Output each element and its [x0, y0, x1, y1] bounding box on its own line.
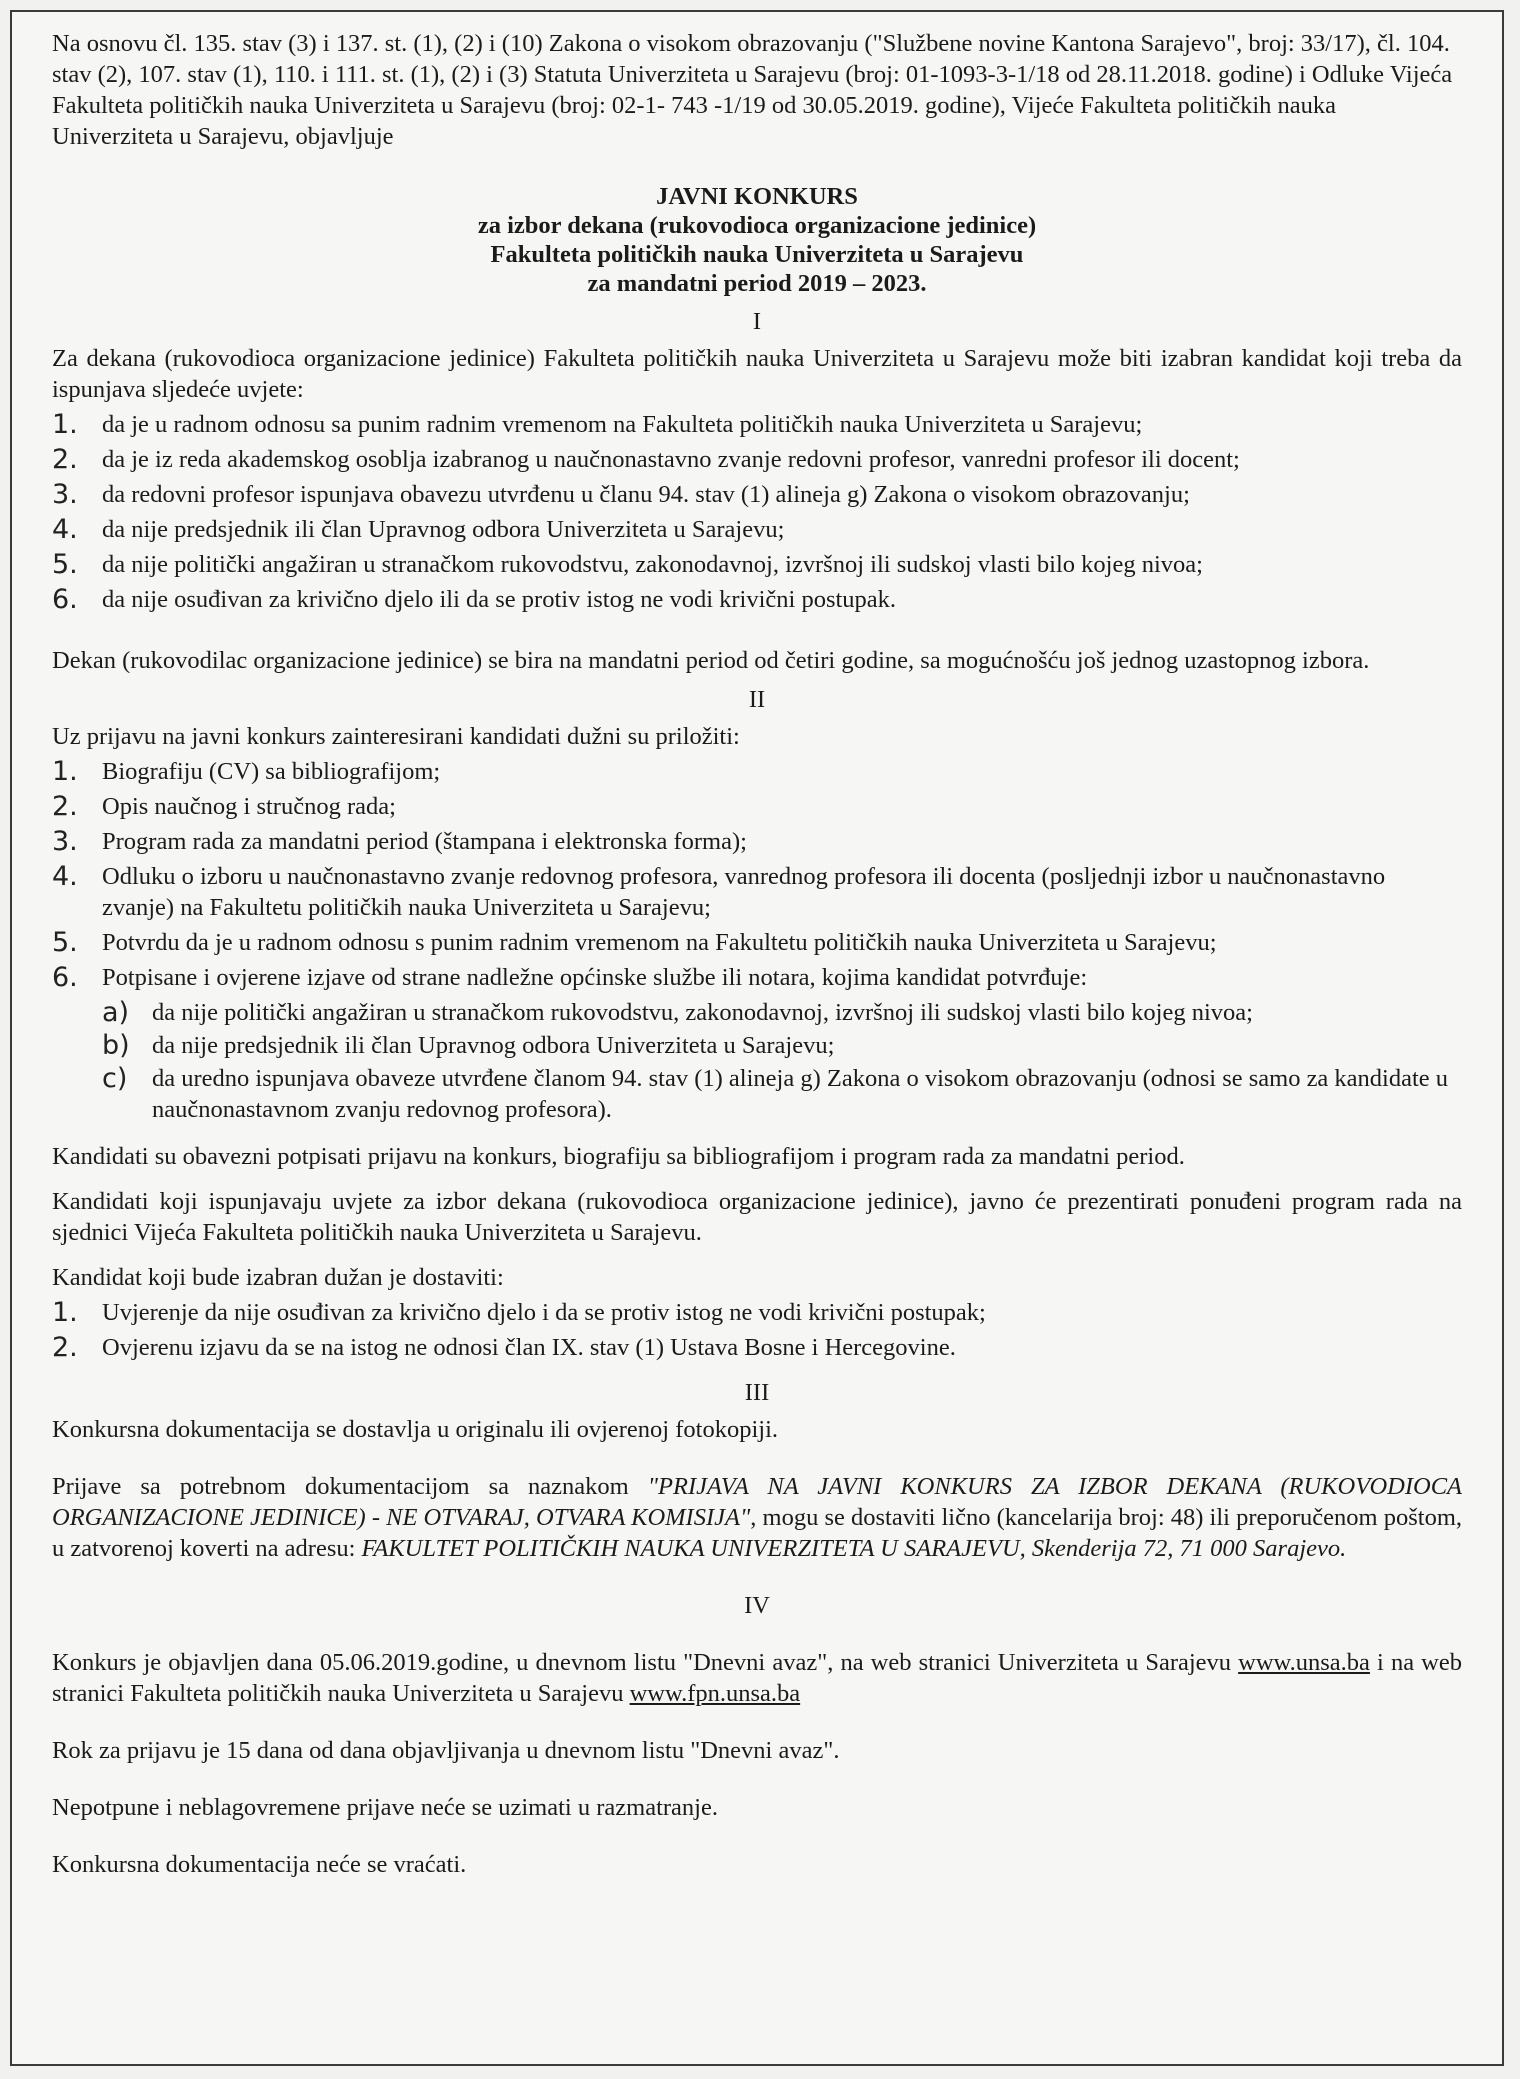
section-i-heading: I	[752, 308, 762, 335]
spacer	[52, 1248, 1462, 1262]
spacer	[52, 1766, 1462, 1792]
sublist-letter: b)	[102, 1030, 130, 1061]
attachments-list	[52, 756, 1462, 993]
list-number: 4.	[52, 861, 78, 892]
section-iv-para-1	[52, 1647, 1462, 1709]
list-item	[52, 514, 1462, 545]
list-text: da redovni profesor ispunjava obavezu utvrđenu u članu 94. stav (1) alineja g) Zakona o visokom obrazovanju;	[102, 481, 1190, 508]
list-text: Potpisane i ovjerene izjave od strane nadležne općinske službe ili notara, kojima kandidat potvrđuje:	[102, 964, 1088, 991]
list-number: 3.	[52, 479, 78, 510]
list-text: da je iz reda akademskog osoblja izabranog u naučnonastavno zvanje redovni profesor, vanredni profesor ili docent;	[102, 446, 1240, 473]
list-item	[52, 1332, 1462, 1363]
list-number: 1.	[52, 409, 78, 440]
list-number: 4.	[52, 514, 78, 545]
section-iv-heading: IV	[744, 1592, 770, 1619]
title-line-4: za mandatni period 2019 – 2023.	[587, 270, 927, 297]
para-text: Konkurs je objavljen dana 05.06.2019.godine, u dnevnom listu "Dnevni avaz", na web stranici Univerziteta u Sarajevu	[52, 1649, 1239, 1676]
section-ii-lead: Uz prijavu na javni konkurs zainteresirani kandidati dužni su priložiti:	[52, 723, 740, 750]
section-ii-para-3: Kandidat koji bude izabran dužan je dostaviti:	[52, 1264, 504, 1291]
sublist-text: da nije predsjednik ili član Upravnog odbora Univerziteta u Sarajevu;	[152, 1032, 835, 1059]
document-content	[52, 28, 1462, 1880]
list-text: da nije osuđivan za krivično djelo ili da se protiv istog ne vodi krivični postupak.	[102, 586, 897, 613]
conditions-list	[52, 409, 1462, 615]
fpn-link[interactable]: www.fpn.unsa.ba	[629, 1680, 801, 1707]
spacer	[52, 1709, 1462, 1735]
title-line-3: Fakulteta političkih nauka Univerziteta u Sarajevu	[490, 241, 1024, 268]
list-number: 1.	[52, 1297, 78, 1328]
section-iv-para-3: Nepotpune i neblagovremene prijave neće se uzimati u razmatranje.	[52, 1794, 718, 1821]
section-i-closing: Dekan (rukovodilac organizacione jedinice) se bira na mandatni period od četiri godine, sa mogućnošću još jednog uzastopnog izbora.	[52, 647, 1370, 674]
section-ii-para-2: Kandidati koji ispunjavaju uvjete za izbor dekana (rukovodioca organizacione jedinice), javno će prezentirati ponuđeni program rada na sjednici Vijeća Fakulteta političkih nauka Univerziteta u Sarajevu.	[52, 1188, 1462, 1246]
title-line-2: za izbor dekana (rukovodioca organizacione jedinice)	[477, 212, 1037, 239]
list-text: Biografiju (CV) sa bibliografijom;	[102, 758, 441, 785]
list-text: Program rada za mandatni period (štampana i elektronska forma);	[102, 828, 747, 855]
list-item	[52, 584, 1462, 615]
list-text: Uvjerenje da nije osuđivan za krivično djelo i da se protiv istog ne vodi krivični postupak;	[102, 1299, 986, 1326]
spacer	[52, 1823, 1462, 1849]
document-page	[10, 10, 1504, 2066]
sublist-letter: a)	[102, 997, 130, 1028]
list-number: 2.	[52, 791, 78, 822]
list-item	[52, 826, 1462, 857]
selected-candidate-list	[52, 1297, 1462, 1363]
list-number: 5.	[52, 549, 78, 580]
sublist-item	[52, 1030, 1462, 1061]
sublist-item	[52, 997, 1462, 1028]
list-item	[52, 861, 1462, 923]
list-item	[52, 479, 1462, 510]
list-text: da nije predsjednik ili član Upravnog odbora Univerziteta u Sarajevu;	[102, 516, 785, 543]
list-text: da je u radnom odnosu sa punim radnim vremenom na Fakulteta političkih nauka Univerziteta u Sarajevu;	[102, 411, 1143, 438]
list-text: da nije politički angažiran u stranačkom rukovodstvu, zakonodavnoj, izvršnoj ili sudskoj vlasti bilo kojeg nivoa;	[102, 551, 1203, 578]
spacer	[52, 1127, 1462, 1141]
list-item	[52, 927, 1462, 958]
list-text: Potvrdu da je u radnom odnosu s punim radnim vremenom na Fakultetu političkih nauka Univerziteta u Sarajevu;	[102, 929, 1217, 956]
list-number: 3.	[52, 826, 78, 857]
section-ii-heading: II	[748, 686, 766, 713]
list-number: 1.	[52, 756, 78, 787]
list-text: Opis naučnog i stručnog rada;	[102, 793, 396, 820]
spacer	[52, 619, 1462, 645]
list-number: 6.	[52, 584, 78, 615]
section-iii-para-2	[52, 1471, 1462, 1564]
sublist-item	[52, 1063, 1462, 1125]
list-number: 2.	[52, 444, 78, 475]
list-text: Odluku o izboru u naučnonastavno zvanje redovnog profesora, vanrednog profesora ili docenta (posljednji izbor u naučnonastavno zvanje) na Fakultetu političkih nauka Univerziteta u Sarajevu;	[102, 863, 1386, 921]
intro-paragraph: Na osnovu čl. 135. stav (3) i 137. st. (1), (2) i (10) Zakona o visokom obrazovanju ("Službene novine Kantona Sarajevo", broj: 33/17), čl. 104. stav (2), 107. stav (1), 110. i 111. st. (1), (2) i (3) Statuta Univerziteta u Sarajevu (broj: 01-1093-3-1/18 od 28.11.2018. godine) i Odluke Vijeća Fakulteta političkih nauka Univerziteta u Sarajevu (broj: 02-1- 743 -1/19 od 30.05.2019. godine), Vijeće Fakulteta političkih nauka Univerziteta u Sarajevu, objavljuje	[52, 30, 1453, 150]
section-ii-para-1: Kandidati su obavezni potpisati prijavu na konkurs, biografiju sa bibliografijom i program rada za mandatni period.	[52, 1143, 1185, 1170]
sublist-text: da nije politički angažiran u stranačkom rukovodstvu, zakonodavnoj, izvršnoj ili sudskoj vlasti bilo kojeg nivoa;	[152, 999, 1253, 1026]
sublist-letter: c)	[102, 1063, 128, 1094]
para-text: Prijave sa potrebnom dokumentacijom sa naznakom	[52, 1473, 648, 1500]
section-iii-heading: III	[744, 1379, 770, 1406]
list-item	[52, 791, 1462, 822]
section-i-lead: Za dekana (rukovodioca organizacione jedinice) Fakulteta političkih nauka Univerziteta u Sarajevu može biti izabran kandidat koji treba da ispunjava sljedeće uvjete:	[52, 345, 1462, 403]
section-iii-para-1: Konkursna dokumentacija se dostavlja u originalu ili ovjerenoj fotokopiji.	[52, 1416, 779, 1443]
list-item	[52, 444, 1462, 475]
document-title	[52, 182, 1462, 298]
envelope-marking: "PRIJAVA NA JAVNI KONKURS ZA IZBOR DEKANA (RUKOVODIOCA ORGANIZACIONE JEDINICE) - NE OTVARAJ, OTVARA KOMISIJA"	[52, 1473, 1462, 1531]
list-item	[52, 756, 1462, 787]
section-iv-para-4: Konkursna dokumentacija neće se vraćati.	[52, 1851, 467, 1878]
spacer	[52, 1172, 1462, 1186]
list-number: 5.	[52, 927, 78, 958]
list-number: 2.	[52, 1332, 78, 1363]
list-number: 6.	[52, 962, 78, 993]
list-item	[52, 409, 1462, 440]
spacer	[52, 1445, 1462, 1471]
para-text: i na web stranici Fakulteta političkih nauka Univerziteta u Sarajevu	[52, 1649, 1462, 1707]
list-item	[52, 1297, 1462, 1328]
list-item	[52, 549, 1462, 580]
delivery-address: FAKULTET POLITIČKIH NAUKA UNIVERZITETA U SARAJEVU, Skenderija 72, 71 000 Sarajevo.	[361, 1535, 1347, 1562]
unsa-link[interactable]: www.unsa.ba	[1238, 1649, 1370, 1676]
list-text: Ovjerenu izjavu da se na istog ne odnosi član IX. stav (1) Ustava Bosne i Hercegovine.	[102, 1334, 956, 1361]
section-iv-para-2: Rok za prijavu je 15 dana od dana objavljivanja u dnevnom listu "Dnevni avaz".	[52, 1737, 840, 1764]
title-line-1: JAVNI KONKURS	[656, 183, 858, 210]
sublist-text: da uredno ispunjava obaveze utvrđene članom 94. stav (1) alineja g) Zakona o visokom obrazovanju (odnosi se samo za kandidate u naučnonastavnom zvanju redovnog profesora).	[152, 1065, 1449, 1123]
para-text: , mogu se dostaviti lično (kancelarija broj: 48) ili preporučenom poštom, u zatvorenoj koverti na adresu:	[52, 1504, 1463, 1562]
declarations-sublist	[52, 997, 1462, 1125]
list-item	[52, 962, 1462, 993]
